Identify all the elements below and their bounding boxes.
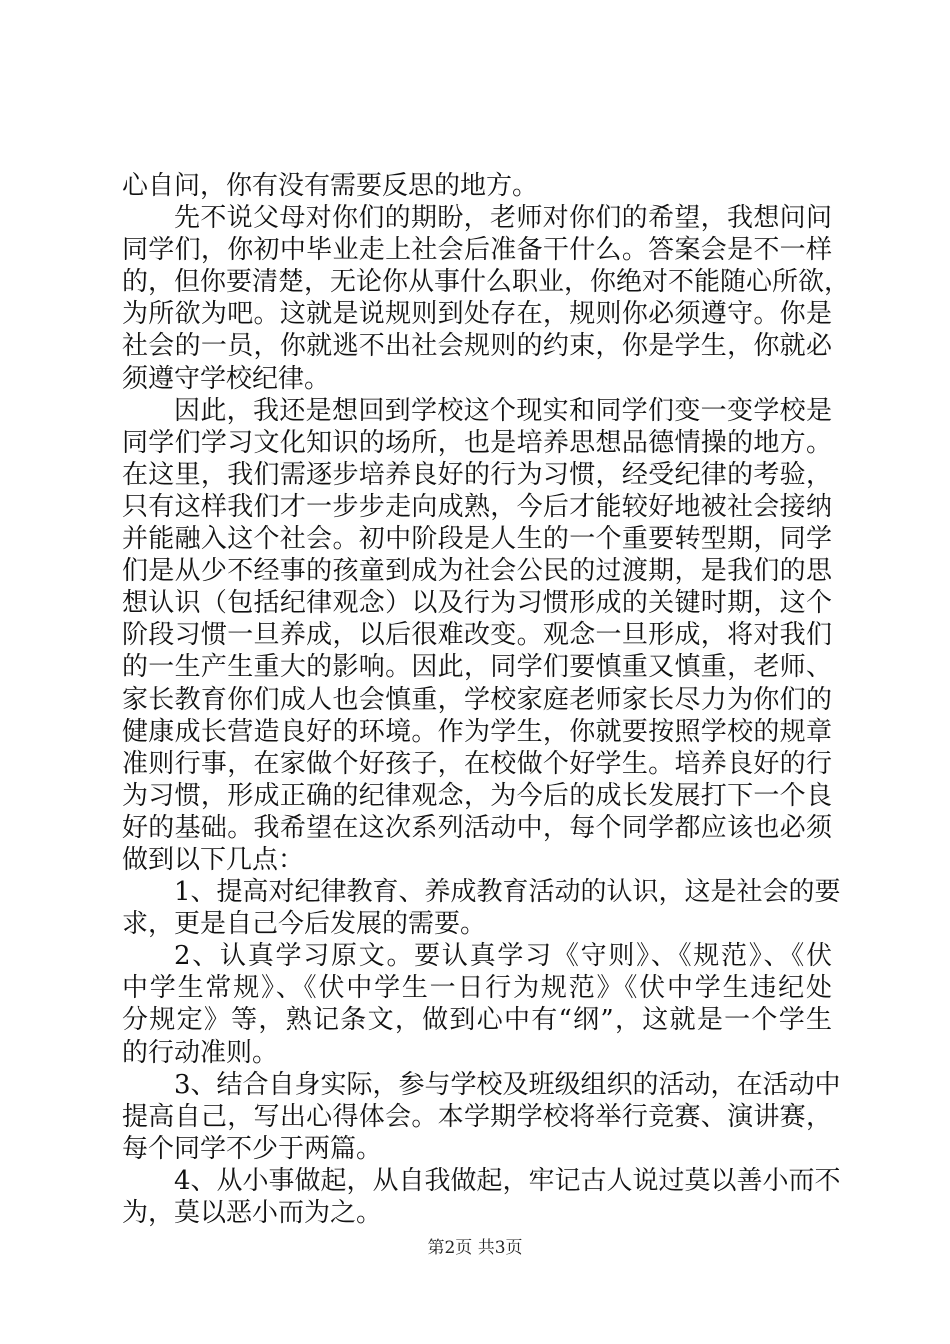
text-line: 准则行事，在家做个好孩子，在校做个好学生。培养良好的行: [122, 748, 832, 779]
text-line: 为习惯，形成正确的纪律观念，为今后的成长发展打下一个良: [122, 780, 832, 811]
text-line: 心自问，你有没有需要反思的地方。: [122, 171, 539, 201]
text-line: 求，更是自己今后发展的需要。: [122, 909, 487, 940]
text-line: 家长教育你们成人也会慎重，学校家庭老师家长尽力为你们的: [122, 684, 832, 715]
text-line: 阶段习惯一旦养成，以后很难改变。观念一旦形成，将对我们: [122, 620, 832, 651]
text-line: 须遵守学校纪律。: [122, 363, 331, 394]
text-line: 只有这样我们才一步步走向成熟，今后才能较好地被社会接纳: [122, 491, 832, 522]
text-line: 中学生常规》、《伏中学生一日行为规范》《伏中学生违纪处: [122, 973, 832, 1004]
text-line: 们是从少不经事的孩童到成为社会公民的过渡期，是我们的思: [122, 556, 832, 587]
text-line: 每个同学不少于两篇。: [122, 1133, 383, 1164]
text-line: 的一生产生重大的影响。因此，同学们要慎重又慎重，老师、: [122, 652, 832, 683]
text-line: 做到以下几点：: [122, 844, 305, 875]
text-line: 4、从小事做起，从自我做起，牢记古人说过莫以善小而不: [174, 1165, 841, 1196]
text-line: 提高自己，写出心得体会。本学期学校将举行竞赛、演讲赛，: [122, 1101, 832, 1132]
text-line: 2、认真学习原文。要认真学习《守则》、《规范》、《伏: [174, 941, 832, 972]
text-line: 同学们学习文化知识的场所，也是培养思想品德情操的地方。: [122, 427, 832, 458]
text-line: 社会的一员，你就逃不出社会规则的约束，你是学生，你就必: [122, 331, 832, 362]
text-line: 1、提高对纪律教育、养成教育活动的认识，这是社会的要: [174, 877, 841, 908]
text-line: 想认识（包括纪律观念）以及行为习惯形成的关键时期，这个: [122, 588, 832, 619]
text-line: 先不说父母对你们的期盼，老师对你们的希望，我想问问: [174, 203, 832, 234]
text-line: 3、结合自身实际，参与学校及班级组织的活动，在活动中: [174, 1069, 841, 1100]
text-line: 同学们，你初中毕业走上社会后准备干什么。答案会是不一样: [122, 235, 832, 266]
text-line: 好的基础。我希望在这次系列活动中，每个同学都应该也必须: [122, 812, 832, 843]
text-line: 并能融入这个社会。初中阶段是人生的一个重要转型期，同学: [122, 524, 832, 555]
text-line: 为所欲为吧。这就是说规则到处存在，规则你必须遵守。你是: [122, 299, 832, 330]
text-line: 的，但你要清楚，无论你从事什么职业，你绝对不能随心所欲，: [122, 267, 851, 298]
text-line: 健康成长营造良好的环境。作为学生，你就要按照学校的规章: [122, 716, 832, 747]
body-text: [122, 170, 851, 1229]
text-line: 为，莫以恶小而为之。: [122, 1198, 383, 1228]
text-line: 的行动准则。: [122, 1037, 279, 1068]
text-line: 在这里，我们需逐步培养良好的行为习惯，经受纪律的考验，: [122, 459, 832, 490]
text-line: 因此，我还是想回到学校这个现实和同学们变一变学校是: [174, 395, 832, 426]
page-footer: 第2页 共3页: [427, 1238, 523, 1258]
text-line: 分规定》等，熟记条文，做到心中有“纲”，这就是一个学生: [122, 1005, 832, 1036]
